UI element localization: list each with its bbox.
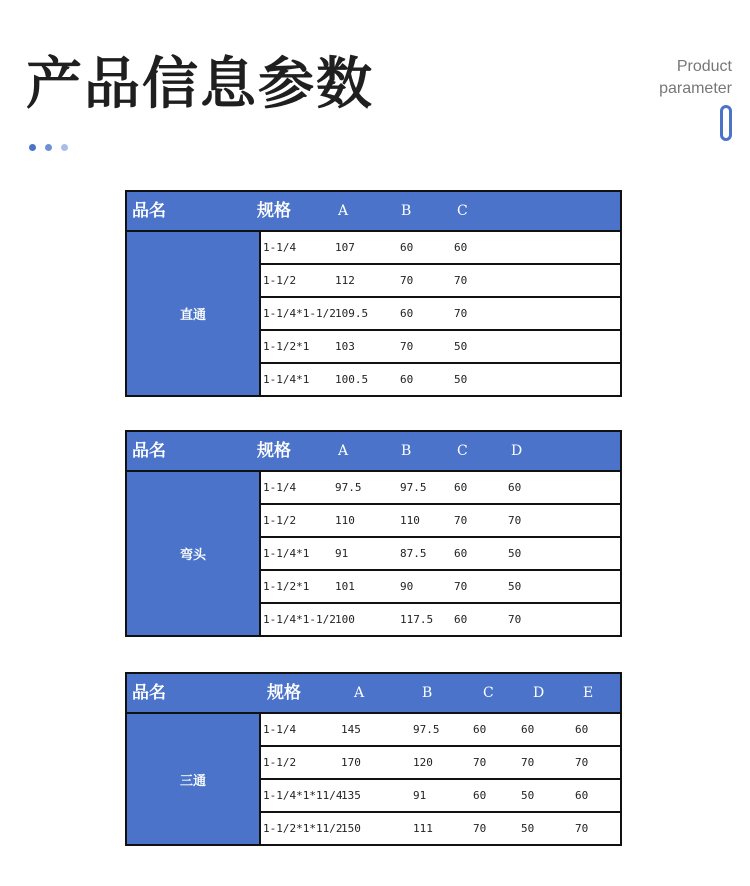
- spec-table-tee: [125, 672, 622, 846]
- cell-e: 60: [575, 789, 589, 802]
- table-row: [261, 747, 620, 780]
- table-row: [261, 604, 620, 635]
- cell-b: 97.5: [413, 723, 440, 736]
- cell-b: 97.5: [400, 481, 427, 494]
- pill-icon: [720, 105, 732, 141]
- cell-b: 87.5: [400, 547, 427, 560]
- cell-e: 70: [575, 822, 589, 835]
- cell-c: 70: [454, 514, 468, 527]
- cell-spec: 1-1/2: [263, 514, 297, 527]
- cell-a: 109.5: [335, 307, 369, 320]
- cell-d: 70: [508, 613, 522, 626]
- cell-c: 60: [454, 481, 468, 494]
- cell-d: 70: [508, 514, 522, 527]
- cell-c: 70: [454, 274, 468, 287]
- header-c: C: [457, 203, 468, 219]
- cell-a: 170: [341, 756, 361, 769]
- cell-d: 50: [508, 580, 522, 593]
- cell-c: 70: [473, 822, 487, 835]
- cell-e: 60: [575, 723, 589, 736]
- cell-a: 145: [341, 723, 361, 736]
- table-row: [261, 571, 620, 604]
- cell-c: 60: [454, 613, 468, 626]
- table-header: [127, 674, 620, 714]
- header-a: A: [338, 443, 349, 459]
- table-row: [261, 232, 620, 265]
- table-row: [261, 472, 620, 505]
- cell-d: 50: [521, 822, 535, 835]
- cell-c: 60: [454, 241, 468, 254]
- cell-spec: 1-1/4*1-1/2: [263, 613, 336, 626]
- header-a: A: [338, 203, 349, 219]
- cell-d: 70: [521, 756, 535, 769]
- cell-a: 110: [335, 514, 355, 527]
- table-row: [261, 538, 620, 571]
- cell-spec: 1-1/2*1: [263, 580, 310, 593]
- cell-spec: 1-1/2: [263, 756, 297, 769]
- header-spec: 规格: [257, 201, 291, 221]
- header-c: C: [483, 685, 494, 701]
- cell-spec: 1-1/2: [263, 274, 297, 287]
- cell-c: 60: [473, 723, 487, 736]
- cell-spec: 1-1/2*1*11/2: [263, 822, 343, 835]
- cell-b: 117.5: [400, 613, 434, 626]
- header-b: B: [401, 443, 412, 459]
- cell-spec: 1-1/4*1*11/4: [263, 789, 343, 802]
- spec-table-straight: [125, 190, 622, 397]
- header-name: 品名: [132, 201, 166, 221]
- cell-b: 91: [413, 789, 427, 802]
- table-row: [261, 780, 620, 813]
- cell-c: 70: [454, 580, 468, 593]
- cell-d: 50: [521, 789, 535, 802]
- cell-b: 70: [400, 274, 414, 287]
- cell-b: 60: [400, 241, 414, 254]
- header-b: B: [422, 685, 433, 701]
- cell-a: 107: [335, 241, 355, 254]
- cell-spec: 1-1/4: [263, 241, 297, 254]
- cell-b: 60: [400, 373, 414, 386]
- header-name: 品名: [132, 683, 166, 703]
- cell-a: 100.5: [335, 373, 369, 386]
- header-e: E: [583, 685, 594, 701]
- cell-c: 50: [454, 373, 468, 386]
- header-b: B: [401, 203, 412, 219]
- header-a: A: [354, 685, 365, 701]
- cell-c: 70: [473, 756, 487, 769]
- table-row: [261, 813, 620, 844]
- cell-b: 111: [413, 822, 433, 835]
- english-subtitle: [659, 56, 732, 100]
- cell-a: 100: [335, 613, 355, 626]
- product-name-cell: 三通: [127, 714, 261, 844]
- cell-d: 60: [521, 723, 535, 736]
- table-header: [127, 432, 620, 472]
- cell-d: 50: [508, 547, 522, 560]
- cell-a: 97.5: [335, 481, 362, 494]
- cell-spec: 1-1/4: [263, 723, 297, 736]
- cell-spec: 1-1/4: [263, 481, 297, 494]
- table-row: [261, 298, 620, 331]
- table-header: [127, 192, 620, 232]
- cell-spec: 1-1/4*1: [263, 547, 310, 560]
- english-subtitle-line1: Product: [676, 58, 732, 75]
- cell-spec: 1-1/4*1-1/2: [263, 307, 336, 320]
- decorative-dots: [29, 144, 68, 151]
- cell-b: 60: [400, 307, 414, 320]
- cell-a: 103: [335, 340, 355, 353]
- english-subtitle-line2: parameter: [659, 80, 732, 97]
- header-d: D: [533, 685, 545, 701]
- table-row: [261, 364, 620, 395]
- cell-b: 90: [400, 580, 414, 593]
- cell-d: 60: [508, 481, 522, 494]
- cell-c: 60: [473, 789, 487, 802]
- dot-1: [29, 144, 36, 151]
- cell-a: 135: [341, 789, 361, 802]
- cell-b: 110: [400, 514, 420, 527]
- header-name: 品名: [132, 441, 166, 461]
- cell-spec: 1-1/4*1: [263, 373, 310, 386]
- product-name-cell: 弯头: [127, 472, 261, 635]
- table-row: [261, 331, 620, 364]
- table-row: [261, 505, 620, 538]
- page-title: 产品信息参数: [26, 52, 374, 117]
- spec-table-elbow: [125, 430, 622, 637]
- cell-c: 50: [454, 340, 468, 353]
- header-c: C: [457, 443, 468, 459]
- header-spec: 规格: [267, 683, 301, 703]
- dot-2: [45, 144, 52, 151]
- product-name-cell: 直通: [127, 232, 261, 395]
- cell-a: 150: [341, 822, 361, 835]
- table-row: [261, 714, 620, 747]
- dot-3: [61, 144, 68, 151]
- cell-b: 70: [400, 340, 414, 353]
- cell-c: 60: [454, 547, 468, 560]
- cell-a: 112: [335, 274, 355, 287]
- header-spec: 规格: [257, 441, 291, 461]
- cell-e: 70: [575, 756, 589, 769]
- cell-spec: 1-1/2*1: [263, 340, 310, 353]
- cell-a: 101: [335, 580, 355, 593]
- cell-b: 120: [413, 756, 433, 769]
- cell-c: 70: [454, 307, 468, 320]
- header-d: D: [511, 443, 523, 459]
- cell-a: 91: [335, 547, 349, 560]
- table-row: [261, 265, 620, 298]
